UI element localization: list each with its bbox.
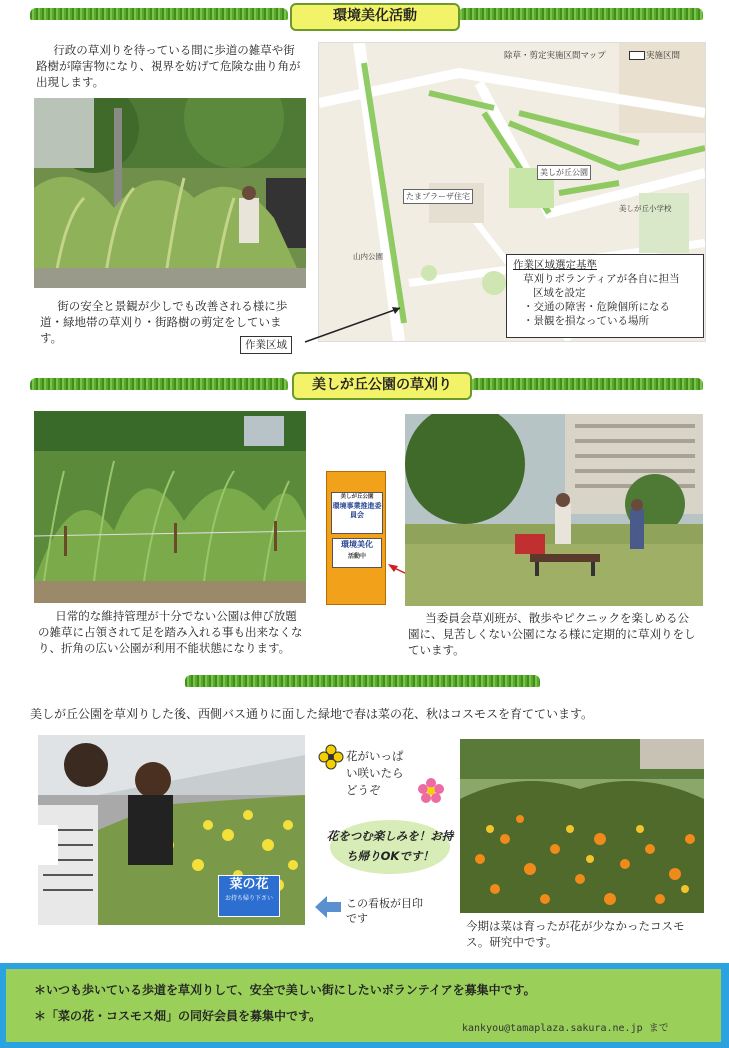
- criteria-title: 作業区域選定基準: [513, 259, 597, 271]
- env-paragraph-2: 街の安全と景観が少しでも改善される様に歩道・緑地帯の草刈り・街路樹の剪定をしています。: [40, 299, 288, 345]
- grass-divider-top-left: [30, 8, 288, 20]
- nanohana-sign-small: お持ち帰り下さい: [224, 895, 273, 902]
- criteria-line-1: 草刈りボランティアが各自に担当: [523, 273, 680, 285]
- map-label-school: 美しが丘小学校: [619, 204, 672, 213]
- nanohana-sign-title: 菜の花: [229, 877, 269, 892]
- sign-top-text: 美しが丘公園: [340, 494, 374, 500]
- yellow-flower-icon: [318, 744, 344, 770]
- grass-divider-mid-left: [30, 378, 288, 390]
- park-activity-sign: [326, 471, 386, 605]
- section-heading-park: 美しが丘公園の草刈り: [292, 372, 472, 400]
- photo-cosmos-field: [460, 739, 704, 913]
- sign-note-text: この看板が目印です: [346, 897, 423, 925]
- section-heading-environment: 環境美化活動: [290, 3, 460, 31]
- park-right-text: 当委員会草刈班が、散歩やピクニックを楽しめる公園に、見苦しくない公園になる様に定期的に草刈りをしています。: [408, 611, 696, 657]
- sign-committee-text: 環境事業推進委員会: [332, 502, 382, 519]
- flowers-intro: 美しが丘公園を草刈りした後、西側バス通りに面した緑地で春は菜の花、秋はコスモスを育てています。: [30, 707, 594, 721]
- grass-divider-flowers: [185, 675, 540, 687]
- map-legend-swatch: [629, 51, 645, 60]
- work-area-label: 作業区域: [240, 336, 292, 354]
- criteria-line-3: ・交通の障害・危険個所になる: [523, 301, 670, 313]
- map-label-yamauchi-park: 山内公園: [353, 252, 383, 261]
- sign-active-text: 活動中: [347, 553, 366, 560]
- footer-contact[interactable]: kankyou@tamaplaza.sakura.ne.jp まで: [462, 1023, 669, 1034]
- photo-overgrown-sidewalk: [34, 98, 306, 288]
- flowers-bubble-text: 花がいっぱい咲いたらどうぞ: [346, 749, 404, 797]
- nanohana-sign: [218, 875, 280, 917]
- grass-divider-mid-right: [470, 378, 703, 390]
- pink-flower-icon: [418, 778, 444, 804]
- map-legend-label: 実施区間: [646, 51, 681, 61]
- sign-top-panel: [331, 492, 383, 534]
- photo-nanohana-field: [38, 735, 305, 925]
- grass-divider-top-right: [458, 8, 703, 20]
- map-label-park: 美しが丘公園: [537, 165, 591, 180]
- env-paragraph-1: 行政の草刈りを待っている間に歩道の雑草や街路樹が障害物になり、視界を妨げて危険な曲り角が出現します。: [36, 43, 301, 89]
- blue-arrow-icon: [313, 894, 343, 920]
- footer-inner: [6, 969, 721, 1042]
- flowers-green-text: 花をつむ楽しみを！お持ち帰りOKです！: [326, 829, 454, 863]
- criteria-box: [506, 254, 704, 338]
- photo-overgrown-park: [34, 411, 306, 603]
- footer-line-2: ＊「菜の花・コスモス畑」の同好会員を募集中です。: [34, 1009, 322, 1023]
- criteria-line-2: 区域を設定: [533, 287, 586, 299]
- sign-beautify-text: 環境美化: [341, 540, 373, 549]
- photo-mowing-park: [405, 414, 703, 606]
- map-title: 除草・剪定実施区間マップ: [504, 51, 606, 61]
- map-label-housing: たまプラーザ住宅: [403, 189, 473, 204]
- cosmos-caption: 今期は菜は育ったが花が少なかったコスモス。研究中です。: [466, 919, 685, 949]
- park-left-text: 日常的な維持管理が十分でない公園は伸び放題の雑草に占領されて足を踏み入れる事も出来なくなり、折角の広い公園が利用不能状態になります。: [38, 609, 303, 655]
- footer-banner: [0, 963, 729, 1048]
- criteria-line-4: ・景観を損なっている場所: [523, 315, 649, 327]
- footer-line-1: ＊いつも歩いている歩道を草刈りして、安全で美しい街にしたいボランテイアを募集中です。: [34, 983, 536, 997]
- sign-bottom-panel: [332, 538, 382, 568]
- work-area-arrow: [300, 300, 410, 350]
